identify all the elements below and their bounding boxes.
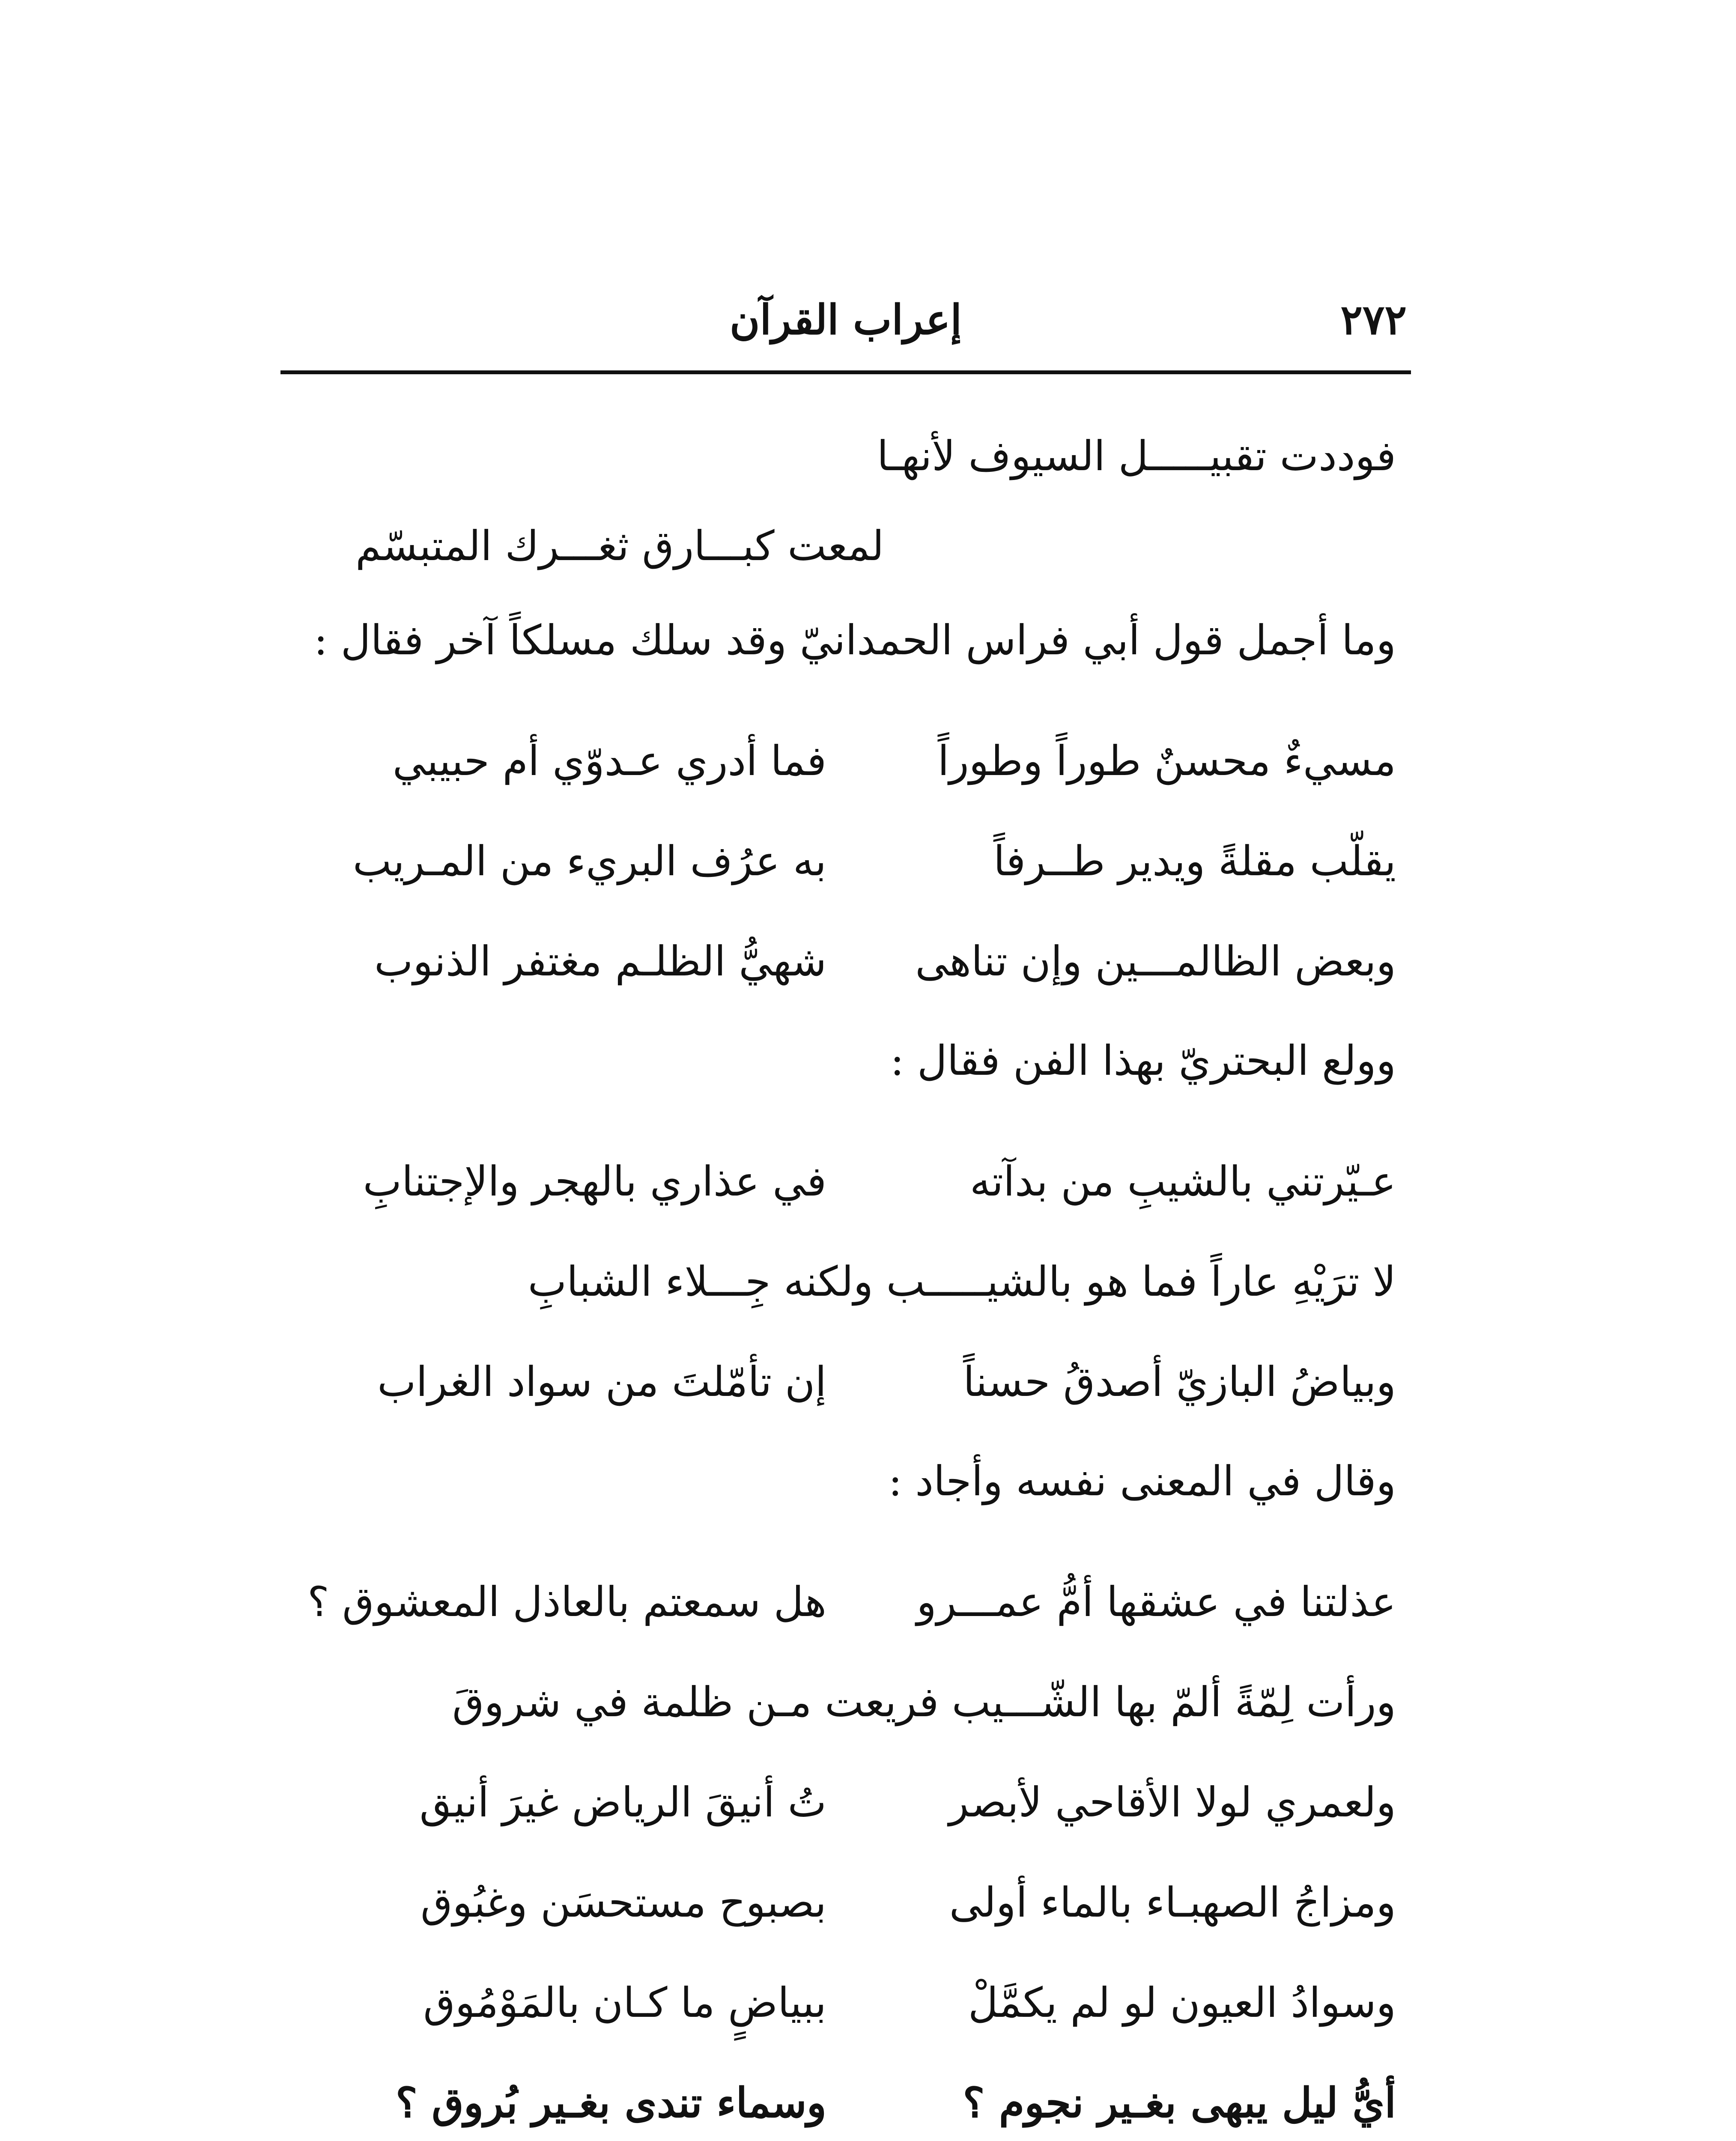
hemistich-first: يقلّب مقلةً ويدير طــرفاً (993, 837, 1396, 885)
prose-intro-3: وقال في المعنى نفسه وأجاد : (888, 1457, 1396, 1505)
hemistich-second: بصبوح مستحسَن وغبُوق (421, 1879, 826, 1926)
hemistich-first: ولعمري لولا الأقاحي لأبصر (949, 1778, 1396, 1826)
hemistich-second: ببياضٍ ما كـان بالمَوْمُوق (423, 1979, 826, 2027)
verse-full-line: لا ترَيْهِ عاراً فما هو بالشيـــــب ولكنه جِـــلاء الشبابِ (528, 1258, 1396, 1306)
hemistich-second: تُ أنيقَ الرياض غيرَ أنيق (419, 1778, 826, 1826)
header-rule (280, 370, 1411, 374)
poem-3 (274, 1552, 1396, 2141)
hemistich-first: ومزاجُ الصهبـاء بالماء أولى (949, 1879, 1396, 1926)
hemistich-first: أيُّ ليل يبهى بغـير نجوم ؟ (963, 2078, 1396, 2127)
opening-verse-second: لمعت كبـــارق ثغـــرك المتبسّم (355, 522, 884, 570)
verse-full-line: ورأت لِمّةً ألمّ بها الشّـــيب فريعت مـن ظلمة في شروقَ (452, 1678, 1396, 1726)
hemistich-second: فما أدري عـدوّي أم حبيبي (392, 737, 826, 785)
verse-row-joined (274, 1232, 1396, 1332)
hemistich-second: إن تأمّلتَ من سواد الغراب (377, 1358, 826, 1406)
verse-row-joined (274, 1652, 1396, 1752)
prose-intro-2: وولع البحتريّ بهذا الفن فقال : (890, 1037, 1396, 1085)
verse-row (274, 1552, 1396, 1652)
verse-row (274, 1332, 1396, 1432)
hemistich-first: عـيّرتني بالشيبِ من بدآته (969, 1157, 1396, 1205)
verse-row (274, 711, 1396, 811)
verse-row (274, 1131, 1396, 1232)
verse-row (274, 1852, 1396, 1953)
page-body (274, 411, 1396, 2141)
hemistich-second: هل سمعتم بالعاذل المعشوق ؟ (307, 1578, 826, 1626)
running-title: إعراب القرآن (729, 295, 962, 344)
opening-verse-first: فوددت تقبيـــــل السيوف لأنهـا (877, 432, 1396, 480)
hemistich-second: به عرُف البريء من المـريب (352, 837, 826, 885)
hemistich-second: شهيُّ الظلـم مغتفر الذنوب (374, 937, 826, 985)
verse-row (274, 811, 1396, 911)
poem-1 (274, 711, 1396, 1011)
poem-2 (274, 1131, 1396, 1432)
verse-row (274, 1953, 1396, 2053)
verse-row (274, 1752, 1396, 1852)
hemistich-first: وبياضُ البازيّ أصدقُ حسناً (963, 1358, 1396, 1406)
page-number: ٢٧٢ (1340, 295, 1407, 344)
hemistich-second: في عذاري بالهجر والإجتنابِ (363, 1157, 826, 1205)
hemistich-first: عذلتنا في عشقها أمُّ عمـــرو (916, 1578, 1396, 1626)
hemistich-first: وسوادُ العيون لو لم يكمَّلْ (968, 1979, 1396, 2027)
verse-row (274, 911, 1396, 1011)
hemistich-second: وسماء تندى بغـير بُروق ؟ (395, 2078, 826, 2127)
prose-intro-1: وما أجمل قول أبي فراس الحمدانيّ وقد سلك مسلكاً آخر فقال : (313, 616, 1396, 664)
hemistich-first: وبعض الظالمـــين وإن تناهى (915, 937, 1396, 985)
verse-row (274, 2053, 1396, 2141)
page-header (280, 278, 1411, 364)
hemistich-first: مسيءٌ محسنٌ طوراً وطوراً (937, 737, 1396, 785)
